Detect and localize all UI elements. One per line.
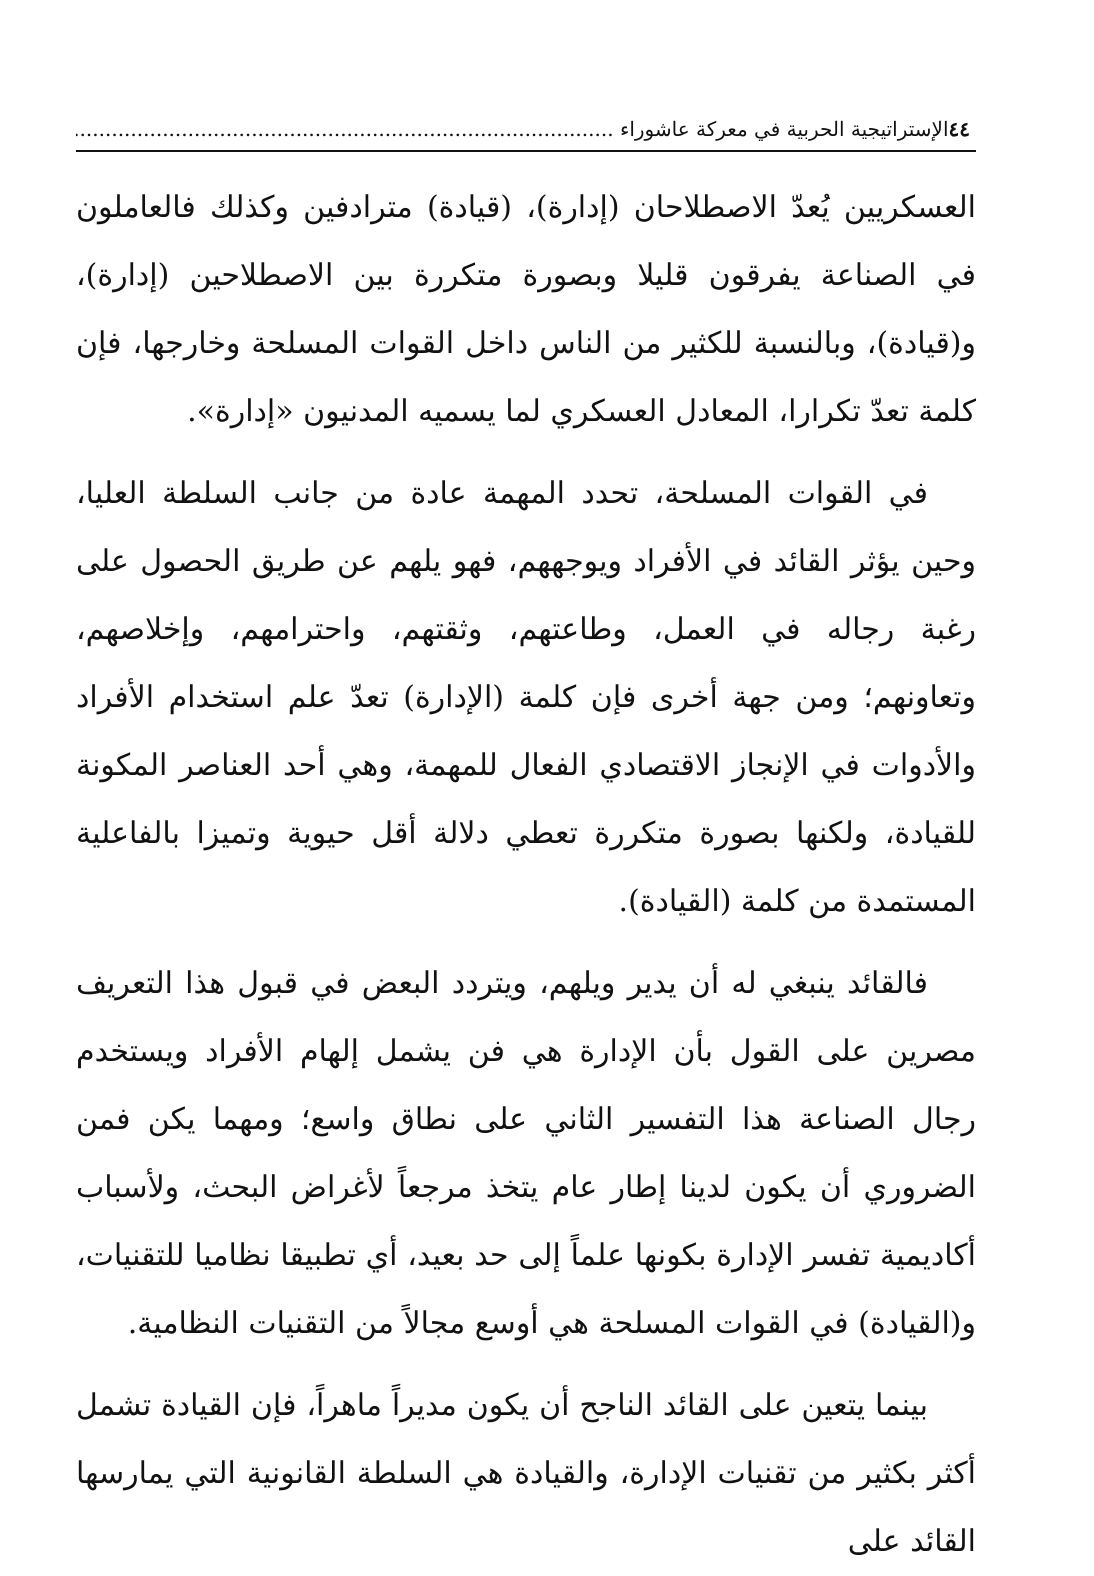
page-number: ٤٤ (948, 117, 970, 141)
paragraph-2: في القوات المسلحة، تحدد المهمة عادة من جانب السلطة العليا، وحين يؤثر القائد في الأفراد ويوجههم، فهو يلهم عن طريق الحصول على رغبة رجاله في العمل، وطاعتهم، وثقتهم، واحترامهم، وإخلاصهم، وتعاونهم؛ ومن جهة أخرى فإن كلمة (الإدارة) تعدّ علم استخدام الأفراد والأدوات في الإنجاز الاقتصادي الفعال للمهمة، وهي أحد العناصر المكونة للقيادة، ولكنها بصورة متكررة تعطي دلالة أقل حيوية وتميزا بالفاعلية المستمدة من كلمة (القيادة). (76, 476, 976, 919)
body-text (76, 174, 976, 1576)
running-header-title: الإستراتيجية الحربية في معركة عاشوراء ..... (76, 112, 949, 146)
header-divider (76, 150, 976, 152)
paragraph-1: العسكريين يُعدّ الاصطلاحان (إدارة)، (قيادة) مترادفين وكذلك فالعاملون في الصناعة يفرقون قليلا وبصورة متكررة بين الاصطلاحين (إدارة)، و(قيادة)، وبالنسبة للكثير من الناس داخل القوات المسلحة وخارجها، فإن كلمة تعدّ تكرارا، المعادل العسكري لما يسميه المدنيون «إدارة». (76, 190, 976, 429)
paragraph-3: فالقائد ينبغي له أن يدير ويلهم، ويتردد البعض في قبول هذا التعريف مصرين على القول بأن الإدارة هي فن يشمل إلهام الأفراد ويستخدم رجال الصناعة هذا التفسير الثاني على نطاق واسع؛ ومهما يكن فمن الضروري أن يكون لدينا إطار عام يتخذ مرجعاً لأغراض البحث، ولأسباب أكاديمية تفسر الإدارة بكونها علماً إلى حد بعيد، أي تطبيقا نظاميا للتقنيات، و(القيادة) في القوات المسلحة هي أوسع مجالاً من التقنيات النظامية. (76, 966, 976, 1341)
running-header (76, 112, 976, 146)
paragraph-4: بينما يتعين على القائد الناجح أن يكون مديراً ماهراً، فإن القيادة تشمل أكثر بكثير من تقنيات الإدارة، والقيادة هي السلطة القانونية التي يمارسها القائد على (76, 1388, 976, 1559)
